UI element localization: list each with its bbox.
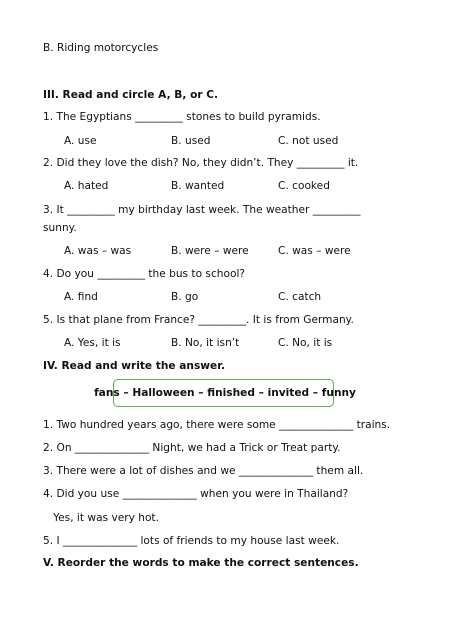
q3-option-c[interactable]: C. was – were (278, 245, 351, 257)
q4-option-a[interactable]: A. find (64, 291, 98, 303)
question-2: 2. Did they love the dish? No, they didn’t. They _________ it. (43, 157, 359, 169)
fill-item-5: 5. I ______________ lots of friends to my house last week. (43, 535, 340, 547)
q2-option-b[interactable]: B. wanted (171, 180, 225, 192)
fill-item-2: 2. On ______________ Night, we had a Trick or Treat party. (43, 442, 341, 454)
question-4: 4. Do you _________ the bus to school? (43, 268, 246, 280)
q4-option-b[interactable]: B. go (171, 291, 199, 303)
fill-item-4-answer: Yes, it was very hot. (43, 512, 159, 524)
question-1: 1. The Egyptians _________ stones to build pyramids. (43, 111, 321, 123)
q4-option-c[interactable]: C. catch (278, 291, 322, 303)
q5-option-b[interactable]: B. No, it isn’t (171, 337, 240, 349)
fill-item-1: 1. Two hundred years ago, there were some ______________ trains. (43, 419, 391, 431)
question-3: 3. It _________ my birthday last week. The weather _________ (43, 204, 361, 216)
q3-option-a[interactable]: A. was – was (64, 245, 132, 257)
question-5: 5. Is that plane from France? _________. It is from Germany. (43, 314, 354, 326)
q5-option-a[interactable]: A. Yes, it is (64, 337, 121, 349)
q1-option-c[interactable]: C. not used (278, 135, 339, 147)
top-item: B. Riding motorcycles (43, 42, 159, 54)
word-bank: fans – Halloween – finished – invited – funny (94, 387, 356, 399)
fill-item-4: 4. Did you use ______________ when you were in Thailand? (43, 488, 349, 500)
section-3-heading: III. Read and circle A, B, or C. (43, 89, 219, 101)
q5-option-c[interactable]: C. No, it is (278, 337, 333, 349)
section-4-heading: IV. Read and write the answer. (43, 360, 225, 372)
fill-item-3: 3. There were a lot of dishes and we ______________ them all. (43, 465, 364, 477)
section-5-heading: V. Reorder the words to make the correct sentences. (43, 557, 359, 569)
q2-option-a[interactable]: A. hated (64, 180, 109, 192)
q1-option-a[interactable]: A. use (64, 135, 97, 147)
q1-option-b[interactable]: B. used (171, 135, 211, 147)
q3-option-b[interactable]: B. were – were (171, 245, 249, 257)
question-3-continued: sunny. (43, 222, 77, 234)
q2-option-c[interactable]: C. cooked (278, 180, 330, 192)
